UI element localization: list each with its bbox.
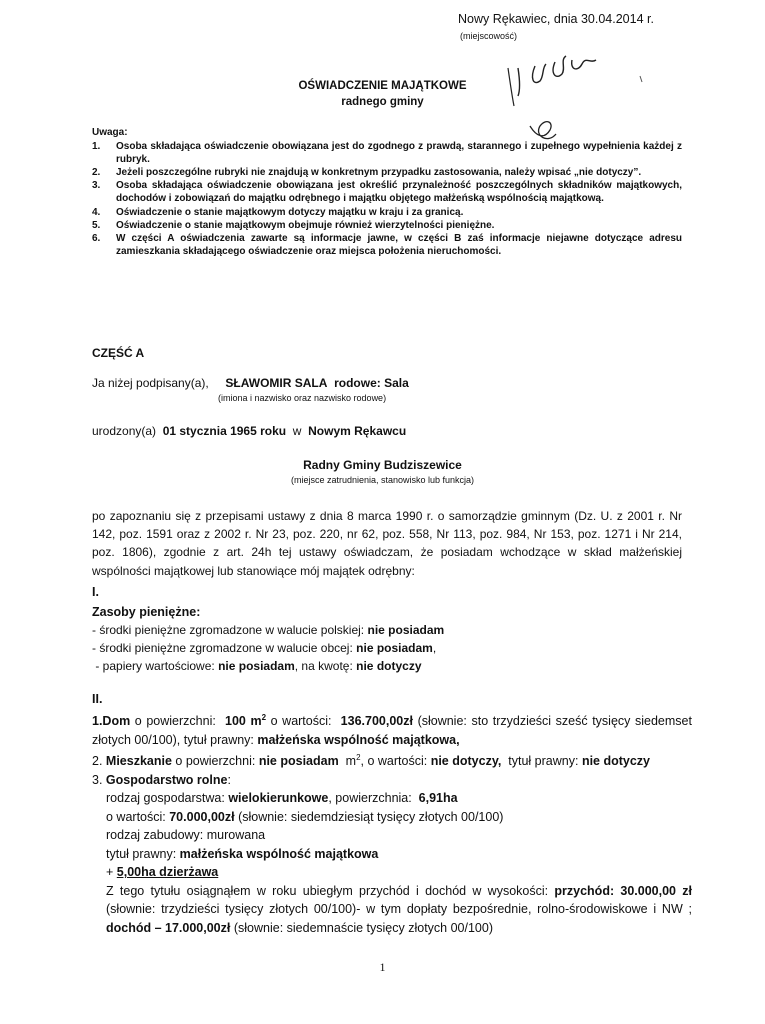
- position-text: Radny Gminy Budziszewice: [303, 458, 462, 472]
- farm-value-row: o wartości: 70.000,00zł (słownie: siedemdziesiąt tysięcy złotych 00/100): [106, 809, 504, 824]
- note-item: 6. W części A oświadczenia zawarte są informacje jawne, w części B zaś informacje niejawne dotyczące adresu zamieszkania składającego oświadczenie oraz miejsca położenia nieruchomości.: [92, 232, 682, 257]
- place-date: Nowy Rękawiec, dnia 30.04.2014 r.: [458, 12, 654, 26]
- notes-block: [92, 126, 682, 258]
- lease-row: + 5,00ha dzierżawa: [106, 865, 219, 880]
- declarant-name: SŁAWOMIR SALA: [225, 376, 328, 390]
- farm-row: 3. Gospodarstwo rolne:: [92, 772, 231, 787]
- section-2-roman: II.: [92, 692, 103, 706]
- page-title: OŚWIADCZENIE MAJĄTKOWE: [298, 80, 467, 92]
- flat-row: 2. Mieszkanie o powierzchni: nie posiadam $m^2$, o wartości: nie dotyczy, tytuł prawny: nie dotyczy: [92, 753, 651, 769]
- name-caption: (imiona i nazwisko oraz nazwisko rodowe): [218, 393, 387, 403]
- farm-title-row: tytuł prawny: małżeńska wspólność majątkowa: [106, 846, 379, 861]
- note-item: 1. Osoba składająca oświadczenie obowiązana jest do zgodnego z prawdą, starannego i zupełnego wypełnienia każdej z rubryk.: [92, 141, 682, 166]
- note-item: 2. Jeżeli poszczególne rubryki nie znajdują w konkretnym przypadku zastosowania, należy wpisać „nie dotyczy”.: [92, 167, 642, 179]
- note-item: 3. Osoba składająca oświadczenie obowiązana jest określić przynależność poszczególnych składników majątkowych, dochodów i zobowiązań do majątku odrębnego i majątku objętego małżeńską wspólnością majątkową.: [92, 180, 682, 205]
- house-row: 1.Dom o powierzchni: 100 $m^2$ o wartości: 136.700,00zł (słownie: sto trzydzieści sześć tysięcy siedemset złotych 00/100), tytuł prawny: małżeńska wspólność majątkowa,: [92, 713, 692, 747]
- position-caption: (miejsce zatrudnienia, stanowisko lub funkcja): [290, 475, 475, 485]
- notes-label: Uwaga:: [92, 127, 128, 138]
- securities-row: - papiery wartościowe: nie posiadam, na kwotę: nie dotyczy: [95, 659, 422, 673]
- maiden-name: rodowe: Sala: [334, 376, 409, 390]
- income-paragraph: Z tego tytułu osiągnąłem w roku ubiegłym przychód i dochód w wysokości: przychód: 30.000,00 zł (słownie: trzydzieści tysięcy złotych 00/100)- w tym dopłaty bezpośrednie, rolno-środowiskowe i NW ; dochód – 17.000,00zł (słownie: siedemnaście tysięcy złotych 00/100): [106, 883, 692, 935]
- place-caption: (miejscowość): [460, 31, 518, 41]
- notes-list: [92, 140, 682, 258]
- statement-paragraph: po zapoznaniu się z przepisami ustawy z dnia 8 marca 1990 r. o samorządzie gminnym (Dz. U. z 2001 r. Nr 142, poz. 1591 oraz z 2002 r. Nr 23, poz. 220, nr 62, poz. 558, Nr 113, poz. 984, Nr 153, poz. 1271 i Nr 214, poz. 1806), zgodnie z art. 24h tej ustawy oświadczam, że posiadam wchodzące w skład małżeńskiej wspólności majątkowej lub stanowiące mój majątek odrębny:: [92, 509, 682, 578]
- page-subtitle: radnego gminy: [341, 96, 424, 108]
- section-1-block: [92, 603, 692, 675]
- birth-line: urodzony(a) 01 stycznia 1965 roku w Nowym Rękawcu: [92, 424, 407, 438]
- birth-date: 01 stycznia 1965 roku: [162, 424, 287, 438]
- farm-build-row: rodzaj zabudowy: murowana: [106, 828, 266, 843]
- section-1-roman: I.: [92, 585, 99, 599]
- note-item: 5. Oświadczenie o stanie majątkowym obejmuje również wierzytelności pieniężne.: [92, 219, 495, 231]
- birth-place: Nowym Rękawcu: [308, 424, 407, 438]
- note-item: 4. Oświadczenie o stanie majątkowym dotyczy majątku w kraju i za granicą.: [92, 206, 464, 218]
- page-number: 1: [379, 960, 386, 974]
- signed-line: Ja niżej podpisany(a), SŁAWOMIR SALA rodowe: Sala: [92, 376, 409, 390]
- part-a-heading: CZĘŚĆ A: [92, 346, 145, 360]
- section-2-block: [92, 709, 692, 937]
- section-1-heading: Zasoby pieniężne:: [92, 605, 201, 619]
- cash-fx-row: - środki pieniężne zgromadzone w walucie obcej: nie posiadam,: [92, 641, 437, 655]
- cash-pln-row: - środki pieniężne zgromadzone w walucie polskiej: nie posiadam: [92, 623, 445, 637]
- farm-type-row: rodzaj gospodarstwa: wielokierunkowe, powierzchnia: 6,91ha: [106, 791, 458, 806]
